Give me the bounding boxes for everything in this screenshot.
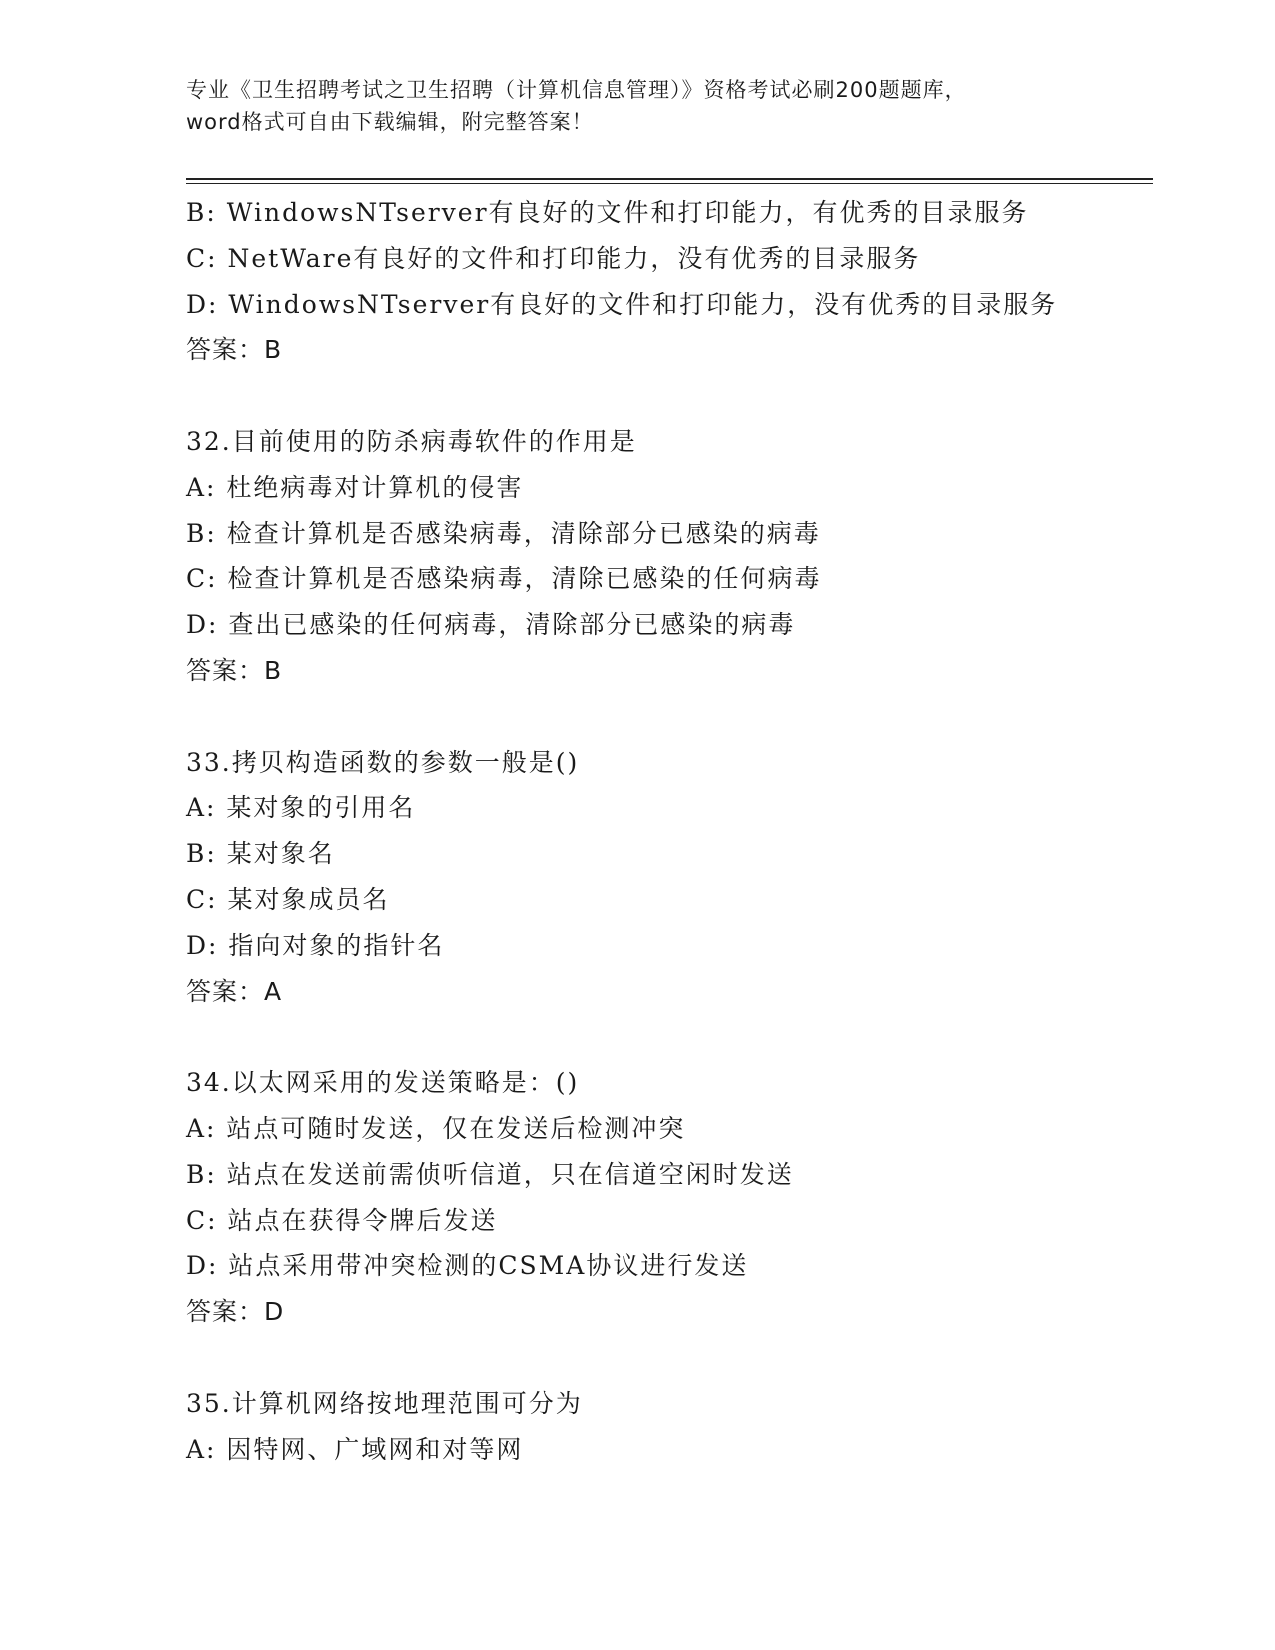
- answer-line: 答案：B: [186, 655, 283, 685]
- spacer: [186, 694, 1146, 740]
- option-d: D: 查出已感染的任何病毒，清除部分已感染的病毒: [186, 610, 796, 640]
- option-b: B: 某对象名: [186, 839, 335, 869]
- option-a: A: 某对象的引用名: [186, 793, 416, 823]
- option-b: B: 站点在发送前需侦听信道，只在信道空闲时发送: [186, 1159, 794, 1189]
- option-b: B: 检查计算机是否感染病毒，清除部分已感染的病毒: [186, 518, 821, 548]
- answer-line: 答案：D: [186, 1297, 285, 1327]
- option-c: C: 某对象成员名: [186, 884, 390, 914]
- header-title-line-2: word格式可自由下载编辑，附完整答案！: [186, 110, 594, 134]
- option-a: A: 站点可随时发送，仅在发送后检测冲突: [186, 1113, 686, 1143]
- answer-line: 答案：A: [186, 976, 283, 1006]
- question-stem: 32.目前使用的防杀病毒软件的作用是: [186, 426, 637, 456]
- header-divider-thick: [186, 178, 1153, 180]
- option-c: C: NetWare有良好的文件和打印能力，没有优秀的目录服务: [186, 243, 921, 273]
- answer-line: 答案：B: [186, 335, 283, 365]
- document-header: [186, 74, 1086, 138]
- question-stem: 35.计算机网络按地理范围可分为: [186, 1388, 583, 1418]
- spacer: [186, 1014, 1146, 1060]
- header-divider-thin: [186, 183, 1153, 184]
- question-block-34: [186, 1060, 1146, 1335]
- question-block-33: [186, 740, 1146, 1015]
- option-d: D: WindowsNTserver有良好的文件和打印能力，没有优秀的目录服务: [186, 289, 1058, 319]
- question-block-35: [186, 1381, 1146, 1473]
- option-d: D: 站点采用带冲突检测的CSMA协议进行发送: [186, 1251, 749, 1281]
- question-stem: 33.拷贝构造函数的参数一般是(): [186, 747, 580, 777]
- option-a: A: 因特网、广域网和对等网: [186, 1434, 524, 1464]
- option-d: D: 指向对象的指针名: [186, 930, 445, 960]
- header-title-line-1: 专业《卫生招聘考试之卫生招聘（计算机信息管理）》资格考试必刷200题题库，: [186, 78, 967, 102]
- option-a: A: 杜绝病毒对计算机的侵害: [186, 472, 524, 502]
- question-stem: 34.以太网采用的发送策略是：(): [186, 1068, 580, 1098]
- option-b: B: WindowsNTserver有良好的文件和打印能力，有优秀的目录服务: [186, 198, 1029, 227]
- spacer: [186, 373, 1146, 419]
- option-c: C: 站点在获得令牌后发送: [186, 1205, 498, 1235]
- question-block-continued: [186, 190, 1146, 373]
- question-block-32: [186, 419, 1146, 694]
- spacer: [186, 1335, 1146, 1381]
- option-c: C: 检查计算机是否感染病毒，清除已感染的任何病毒: [186, 564, 822, 594]
- question-list: [186, 190, 1146, 1472]
